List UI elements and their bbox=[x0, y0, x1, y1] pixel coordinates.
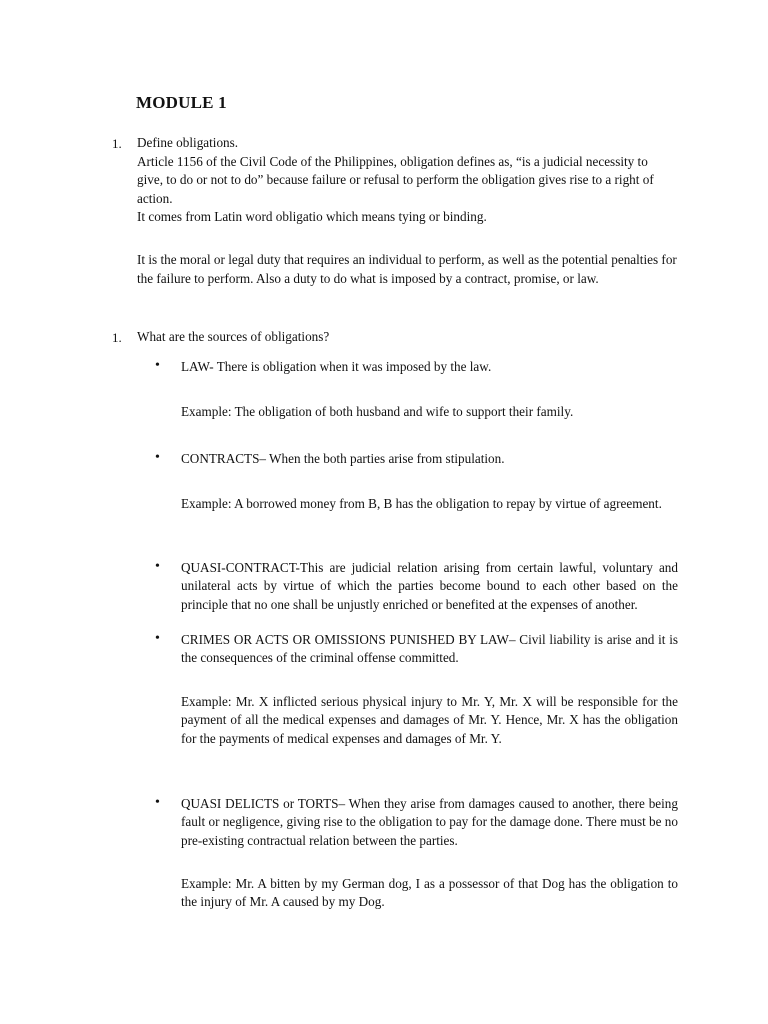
source-contracts-example: Example: A borrowed money from B, B has the obligation to repay by virtue of agreement. bbox=[181, 496, 662, 511]
source-quasi-delicts-example: Example: Mr. A bitten by my German dog, I as a possessor of that Dog has the obligation to the injury of Mr. A caused by my Dog. bbox=[181, 876, 678, 910]
module-title: MODULE 1 bbox=[136, 93, 227, 112]
bullet-law: • bbox=[155, 358, 160, 373]
source-law: LAW- There is obligation when it was imposed by the law. bbox=[181, 359, 492, 374]
source-crimes: CRIMES OR ACTS OR OMISSIONS PUNISHED BY LAW– Civil liability is arise and it is the consequences of the criminal offense committed. bbox=[181, 632, 678, 666]
q2-number: 1. bbox=[112, 330, 122, 345]
q1-question: Define obligations. bbox=[137, 135, 239, 150]
q1-paragraph2: It is the moral or legal duty that requires an individual to perform, as well as the potential penalties for the failure to perform. Also a duty to do what is imposed by a contract, promise, or law. bbox=[137, 252, 677, 286]
bullet-quasi-contract: • bbox=[155, 559, 160, 574]
source-law-example: Example: The obligation of both husband and wife to support their family. bbox=[181, 404, 574, 419]
source-crimes-example: Example: Mr. X inflicted serious physical injury to Mr. Y, Mr. X will be responsible for the payment of all the medical expenses and damages of Mr. Y. Hence, Mr. X has the obligation for the payments of medical expenses and damages of Mr. Y. bbox=[181, 694, 678, 746]
source-quasi-contract: QUASI-CONTRACT-This are judicial relation arising from certain lawful, voluntary and unilateral acts by virtue of which the parties become bound to each other based on the principle that no one shall be unjustly enriched or benefited at the expenses of another. bbox=[181, 560, 678, 612]
q1-definition: Article 1156 of the Civil Code of the Philippines, obligation defines as, “is a judicial necessity to give, to do or not to do” because failure or refusal to perform the obligation gives rise to a right of action. bbox=[137, 153, 654, 206]
source-contracts: CONTRACTS– When the both parties arise from stipulation. bbox=[181, 451, 505, 466]
bullet-crimes: • bbox=[155, 631, 160, 646]
bullet-quasi-delicts: • bbox=[155, 795, 160, 810]
q1-number: 1. bbox=[112, 136, 122, 151]
q1-block bbox=[137, 134, 677, 227]
bullet-contracts: • bbox=[155, 450, 160, 465]
source-quasi-delicts: QUASI DELICTS or TORTS– When they arise from damages caused to another, there being fault or negligence, giving rise to the obligation to pay for the damage done. There must be no pre-existing contractual relation between the parties. bbox=[181, 796, 678, 848]
q1-etymology: It comes from Latin word obligatio which means tying or binding. bbox=[137, 209, 487, 225]
q2-question: What are the sources of obligations? bbox=[137, 329, 330, 344]
